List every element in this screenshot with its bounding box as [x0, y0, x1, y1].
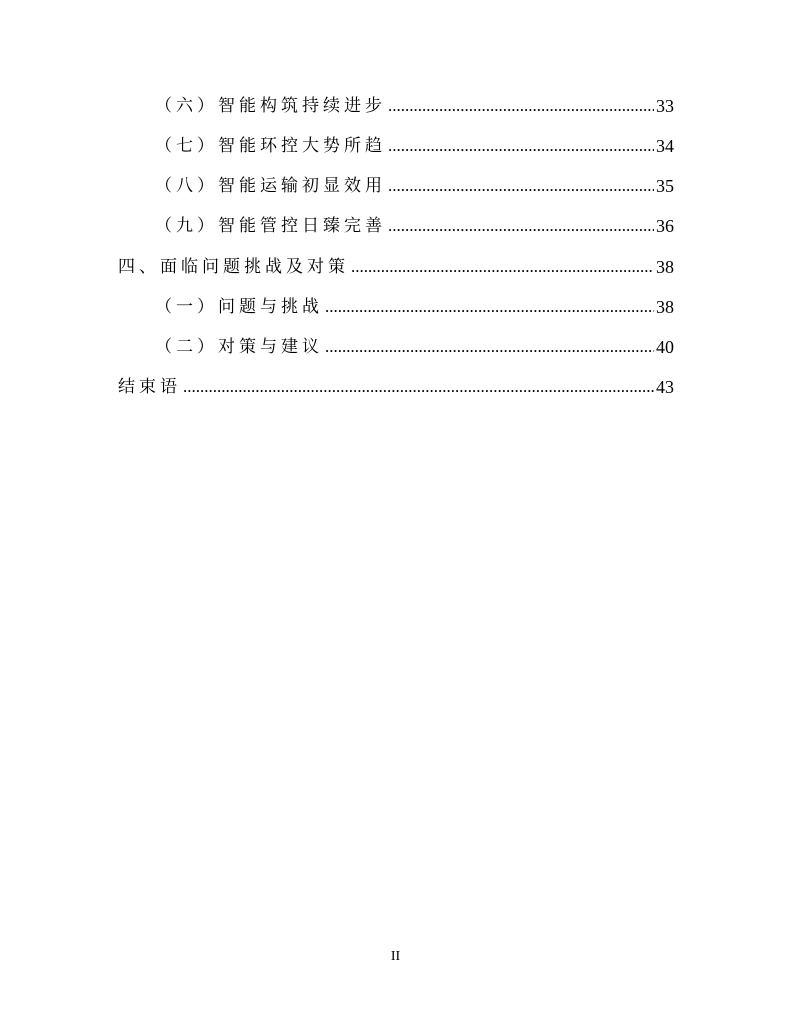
toc-entry-title: （七）智能环控大势所趋: [155, 136, 386, 156]
toc-entry-page: 43: [656, 377, 674, 397]
toc-entry-6[interactable]: [155, 94, 674, 118]
toc-leader-dots: [183, 375, 654, 399]
toc-entry-page: 40: [656, 337, 674, 357]
toc-entry-title: （一）问题与挑战: [155, 297, 323, 317]
toc-leader-dots: [388, 214, 654, 238]
toc-entry-4-1[interactable]: [155, 295, 674, 319]
toc-section-4[interactable]: [118, 255, 674, 279]
toc-entry-page: 36: [656, 216, 674, 236]
toc-entry-title: （六）智能构筑持续进步: [155, 96, 386, 116]
toc-entry-7[interactable]: [155, 134, 674, 158]
toc-leader-dots: [388, 94, 654, 118]
toc-entry-page: 34: [656, 136, 674, 156]
toc-leader-dots: [388, 134, 654, 158]
toc-entry-4-2[interactable]: [155, 335, 674, 359]
toc-entry-page: 33: [656, 96, 674, 116]
toc-entry-9[interactable]: [155, 214, 674, 238]
toc-leader-dots: [325, 335, 654, 359]
toc-entry-title: （二）对策与建议: [155, 337, 323, 357]
toc-leader-dots: [325, 295, 654, 319]
toc-entry-page: 35: [656, 176, 674, 196]
toc-leader-dots: [351, 255, 654, 279]
toc-entry-title: 结束语: [118, 377, 181, 397]
toc-conclusion[interactable]: [118, 375, 674, 399]
toc-entry-title: （八）智能运输初显效用: [155, 176, 386, 196]
toc-entry-title: 四、面临问题挑战及对策: [118, 257, 349, 277]
toc-entry-8[interactable]: [155, 174, 674, 198]
toc-leader-dots: [388, 174, 654, 198]
page-number: II: [390, 949, 401, 964]
toc-entry-page: 38: [656, 297, 674, 317]
toc-entry-page: 38: [656, 257, 674, 277]
toc-entry-title: （九）智能管控日臻完善: [155, 216, 386, 236]
